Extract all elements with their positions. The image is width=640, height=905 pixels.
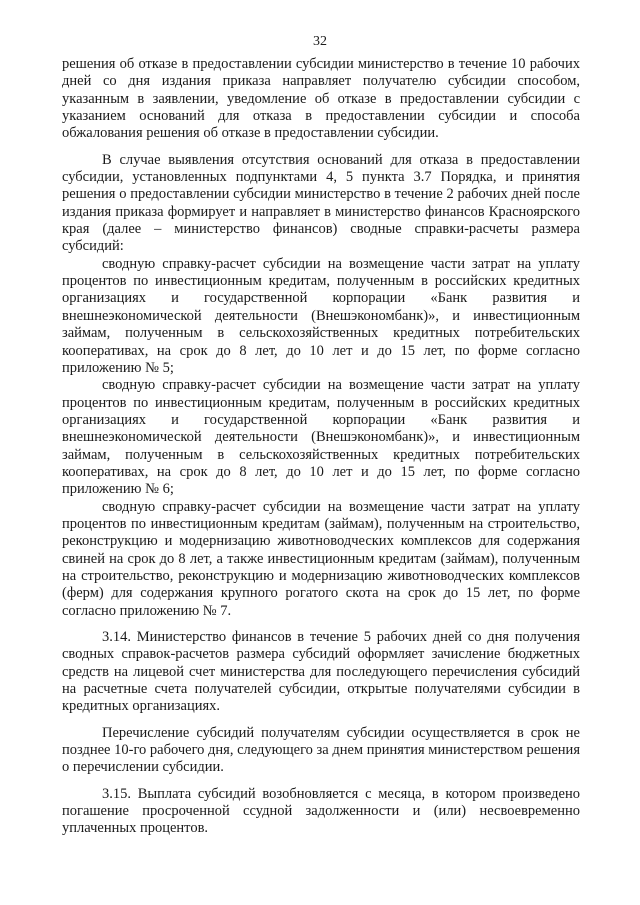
paragraph-summary-appendix-7: сводную справку-расчет субсидии на возмещение части затрат на уплату процентов по инвестиционным кредитам (займам), полученным на строительство, реконструкцию и модернизацию животноводческих комплексов для содержания свиней на срок до 8 лет, а также инвестиционным кредитам (займам), полученным на строительство, реконструкцию и модернизацию животноводческих комплексов (ферм) для содержания крупного рогатого скота на срок до 15 лет, по форме согласно приложению № 7.: [62, 498, 580, 619]
paragraph-summary-appendix-5: сводную справку-расчет субсидии на возмещение части затрат на уплату процентов по инвестиционным кредитам, полученным в российских кредитных организациях и государственной корпорации «Банк развития и внешнеэкономической деятельности (Внешэкономбанк)», и инвестиционным займам, полученным в сельскохозяйственных кредитных потребительских кооперативах, на срок до 8 лет, до 10 лет и до 15 лет, по форме согласно приложению № 5;: [62, 255, 580, 376]
paragraph-continuation: решения об отказе в предоставлении субсидии министерство в течение 10 рабочих дней со дня издания приказа направляет получателю субсидии способом, указанным в заявлении, уведомление об отказе в предоставлении субсидии с указанием оснований для отказа в предоставлении субсидии и способа обжалования решения об отказе в предоставлении субсидии.: [62, 56, 580, 142]
paragraph-summary-appendix-6: сводную справку-расчет субсидии на возмещение части затрат на уплату процентов по инвестиционным кредитам, полученным в российских кредитных организациях и государственной корпорации «Банк развития и внешнеэкономической деятельности (Внешэкономбанк)», и инвестиционным займам, полученным в сельскохозяйственных кредитных потребительских кооперативах, на срок до 8 лет, до 10 лет и до 15 лет, по форме согласно приложению № 6;: [62, 377, 580, 498]
paragraph-transfer-deadline: Перечисление субсидий получателям субсидии осуществляется в срок не позднее 10-го рабочего дня, следующего за днем принятия министерством решения о перечислении субсидии.: [62, 724, 580, 776]
document-body: [62, 56, 580, 838]
paragraph-no-grounds: В случае выявления отсутствия оснований для отказа в предоставлении субсидии, установленных подпунктами 4, 5 пункта 3.7 Порядка, и принятия решения о предоставлении субсидии министерство в течение 2 рабочих дней после издания приказа формирует и направляет в министерство финансов Красноярского края (далее – министерство финансов) сводные справки-расчеты размера субсидий:: [62, 151, 580, 255]
page-number: 32: [313, 34, 327, 49]
paragraph-3-14: 3.14. Министерство финансов в течение 5 рабочих дней со дня получения сводных справок-расчетов размера субсидий оформляет зачисление бюджетных средств на лицевой счет министерства для последующего перечисления субсидий на расчетные счета получателей субсидии, открытые получателями субсидии в кредитных организациях.: [62, 629, 580, 715]
paragraph-3-15: 3.15. Выплата субсидий возобновляется с месяца, в котором произведено погашение просроченной ссудной задолженности и (или) несвоевременно уплаченных процентов.: [62, 785, 580, 837]
